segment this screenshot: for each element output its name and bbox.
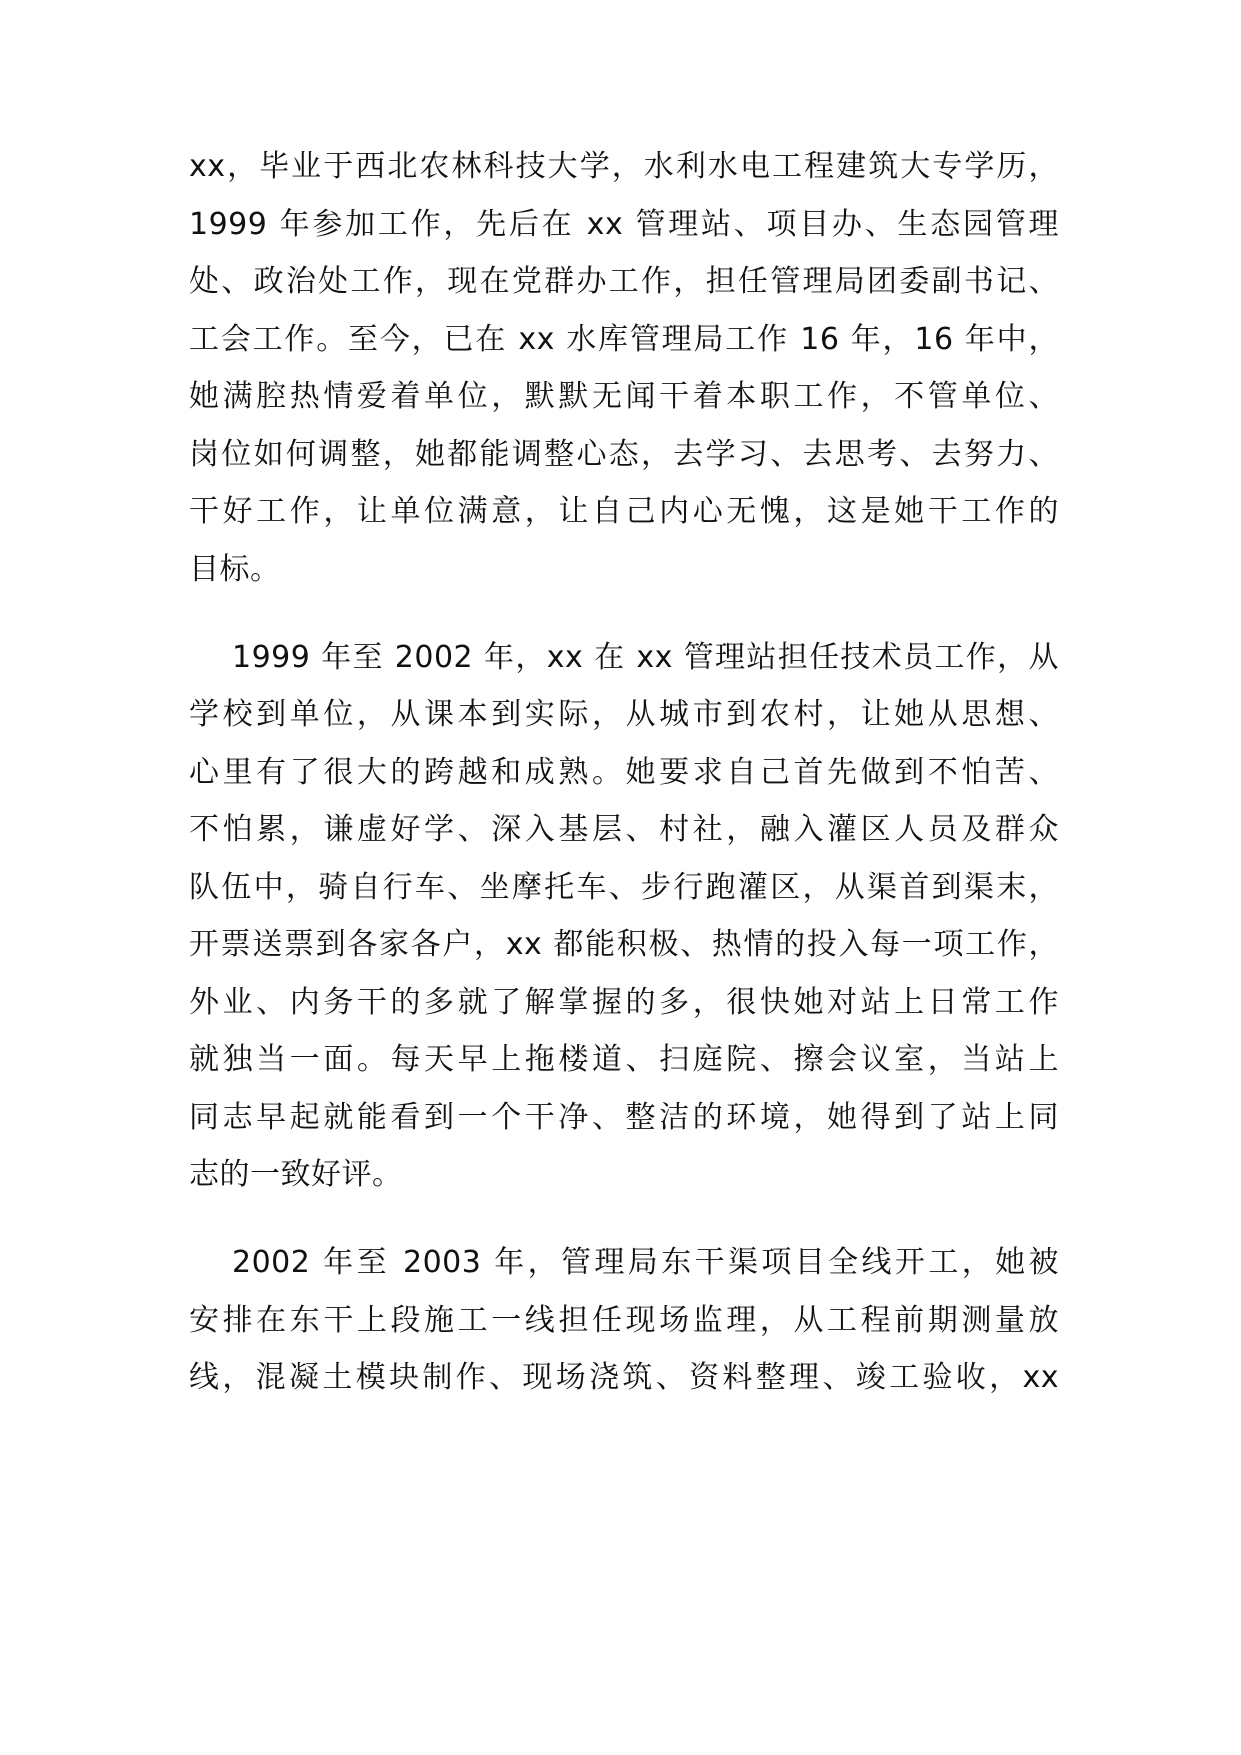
- paragraph-2-line-7: 外业、内务干的多就了解掌握的多，很快她对站上日常工作: [189, 985, 1059, 1020]
- paragraph-3-line-1: 2002 年至 2003 年，管理局东干渠项目全线开工，她被: [232, 1245, 1059, 1280]
- paragraph-1-line-7: 干好工作，让单位满意，让自己内心无愧，这是她干工作的: [189, 494, 1059, 529]
- paragraph-2-line-2: 学校到单位，从课本到实际，从城市到农村，让她从思想、: [189, 697, 1059, 732]
- paragraph-1-line-5: 她满腔热情爱着单位，默默无闻干着本职工作，不管单位、: [189, 379, 1059, 414]
- paragraph-2-line-1: 1999 年至 2002 年，xx 在 xx 管理站担任技术员工作，从: [232, 640, 1059, 675]
- paragraph-2-line-9: 同志早起就能看到一个干净、整洁的环境，她得到了站上同: [189, 1100, 1059, 1135]
- paragraph-1-line-6: 岗位如何调整，她都能调整心态，去学习、去思考、去努力、: [189, 437, 1059, 472]
- paragraph-2-line-5: 队伍中，骑自行车、坐摩托车、步行跑灌区，从渠首到渠末，: [189, 870, 1059, 905]
- paragraph-2-line-4: 不怕累，谦虚好学、深入基层、村社，融入灌区人员及群众: [189, 812, 1059, 847]
- paragraph-1-line-8: 目标。: [189, 552, 281, 587]
- paragraph-1-line-4: 工会工作。至今，已在 xx 水库管理局工作 16 年，16 年中，: [189, 322, 1059, 357]
- paragraph-1-line-3: 处、政治处工作，现在党群办工作，担任管理局团委副书记、: [189, 264, 1059, 299]
- paragraph-3-line-2: 安排在东干上段施工一线担任现场监理，从工程前期测量放: [189, 1303, 1059, 1338]
- paragraph-2-line-8: 就独当一面。每天早上拖楼道、扫庭院、擦会议室，当站上: [189, 1042, 1059, 1077]
- paragraph-1-line-2: 1999 年参加工作，先后在 xx 管理站、项目办、生态园管理: [189, 207, 1059, 242]
- paragraph-3-line-3: 线，混凝土模块制作、现场浇筑、资料整理、竣工验收，xx: [189, 1360, 1059, 1395]
- paragraph-2-line-3: 心里有了很大的跨越和成熟。她要求自己首先做到不怕苦、: [189, 755, 1059, 790]
- paragraph-1-line-1: xx，毕业于西北农林科技大学，水利水电工程建筑大专学历，: [189, 149, 1059, 184]
- paragraph-2-line-6: 开票送票到各家各户，xx 都能积极、热情的投入每一项工作，: [189, 927, 1059, 962]
- paragraph-2-line-10: 志的一致好评。: [189, 1157, 403, 1192]
